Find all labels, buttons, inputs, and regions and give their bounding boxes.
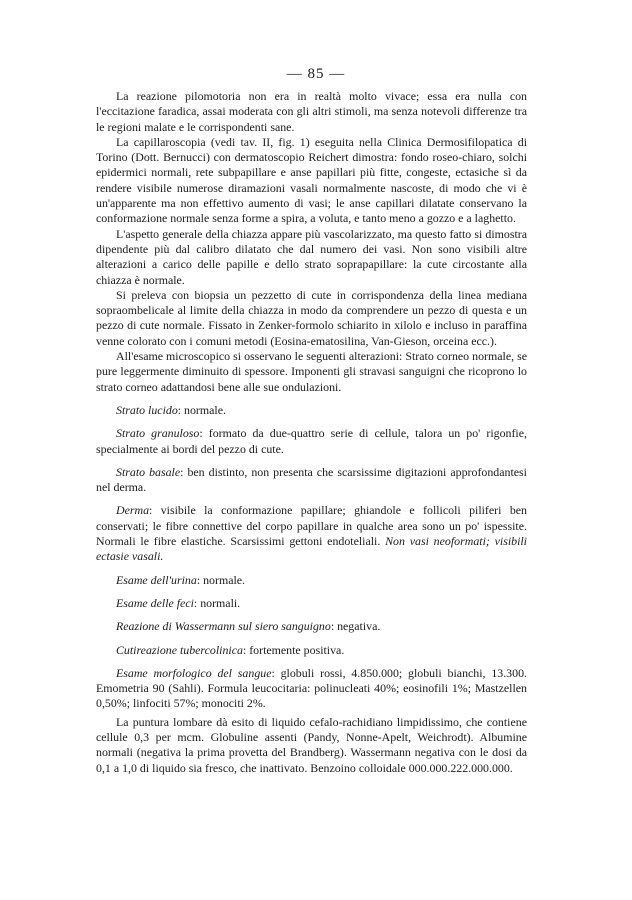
finding-text: : globuli rossi, 4.850.000; globuli bianchi, 13.300. Emometria 90 (Sahli). Formula leucocitaria: polinucleati 40%; eosinofili 1%; Mastzellen 0,50%; linfociti 57%; monociti 2%. [96,665,527,711]
paragraph-capillaroscopy: La capillaroscopia (vedi tav. II, fig. 1) eseguita nella Clinica Dermosifilopatica di Torino (Dott. Bernucci) con dermatoscopio Reichert dimostra: fondo roseo-chiaro, solchi epidermici normali, rete subpapillare e anse papillari più fitte, congeste, ectasiche sì da rendere visibile numerose diramazioni vasali normalmente nascoste, di modo che vi è un'apparente ma non effettivo aumento di vasi; le anse capillari dilatate conservano la conformazione normale senza forme a spira, a voluta, e tanto meno a gozzo e a laghetto. [96,134,527,226]
finding-label: Strato lucido [116,402,178,417]
paragraph-biopsy: Si preleva con biopsia un pezzetto di cute in corrispondenza della linea mediana sopraombelicale al limite della chiazza in modo da comprendere un pezzo di questa e un pezzo di cute normale. Fissato in Zenker-formolo schiarito in xilolo e incluso in paraffina venne colorato con i comuni metodi (Eosina-ematosilina, Van-Gieson, orceina ecc.). [96,287,527,348]
finding-esame-sangue [96,666,527,712]
finding-label: Cutireazione tubercolinica [116,642,243,657]
finding-esame-urina [96,573,527,588]
finding-strato-basale [96,465,527,496]
finding-text: : negativa. [330,619,381,634]
finding-cutireazione [96,643,527,658]
finding-text: : normale. [177,402,226,417]
finding-text: : visibile la conformazione papillare; ghiandole e follicoli piliferi ben conservati; le fibre connettive del corpo papillare in qualche area sono un po' ispessite. Normali le fibre elastiche. Scarsissimi gettoni endoteliali. [96,503,527,549]
finding-label: Esame morfologico del sangue [116,665,272,680]
paragraph-pilomotor-reaction: La reazione pilomotoria non era in realtà molto vivace; essa era nulla con l'eccitazione faradica, assai moderata con gli altri stimoli, ma senza notevoli differenze tra le regioni malate e le corrispondenti sane. [96,89,527,134]
finding-strato-granuloso [96,426,527,457]
finding-label: Strato basale [116,464,181,479]
page-number: — 85 — [286,66,346,82]
paragraph-general-aspect: L'aspetto generale della chiazza appare più vascolarizzato, ma questo fatto si dimostra dipendente più dal calibro dilatato che dal numero dei vasi. Non sono visibili altre alterazioni a carico delle papille e dello strato soprapapillare: la cute circostante alla chiazza è normale. [96,226,527,287]
finding-label: Esame delle feci [116,595,194,610]
finding-label: Esame dell'urina [116,572,197,587]
finding-esame-feci [96,596,527,611]
finding-label: Strato granuloso [116,426,200,441]
finding-text: : fortemente positiva. [242,642,345,657]
finding-derma [96,503,527,564]
paragraph-lumbar-puncture: La puntura lombare dà esito di liquido cefalo-rachidiano limpidissimo, che contiene cellule 0,3 per mcm. Globuline assenti (Pandy, Nonne-Apelt, Weichrodt). Albumine normali (negativa la prima provetta del Brandberg). Wassermann negativa con le dosi da 0,1 a 1,0 di liquido sia fresco, che inattivato. Benzoino colloidale 000.000.222.000.000. [96,714,527,775]
finding-text: : formato da due-quattro serie di cellule, talora un po' rigonfie, specialmente ai bordi del pezzo di cute. [96,426,527,456]
finding-label: Reazione di Wassermann sul siero sanguigno [116,619,331,634]
finding-strato-lucido [96,403,527,418]
finding-text: : normali. [193,595,241,610]
finding-italic-tail: Non vasi neoformati; visibili ectasie vasali. [96,534,527,564]
paragraph-microscopic-exam: All'esame microscopico si osservano le seguenti alterazioni: Strato corneo normale, se pure leggermente diminuito di spessore. Imponenti gli stravasi sanguigni che ricoprono lo strato corneo adattandosi bene alle sue ondulazioni. [96,349,527,394]
finding-text: : normale. [196,572,246,587]
finding-wassermann [96,619,527,634]
finding-text: : ben distinto, non presenta che scarsissime digitazioni approfondantesi nel derma. [96,464,527,495]
page-body [96,89,527,776]
finding-label: Derma [116,503,150,518]
